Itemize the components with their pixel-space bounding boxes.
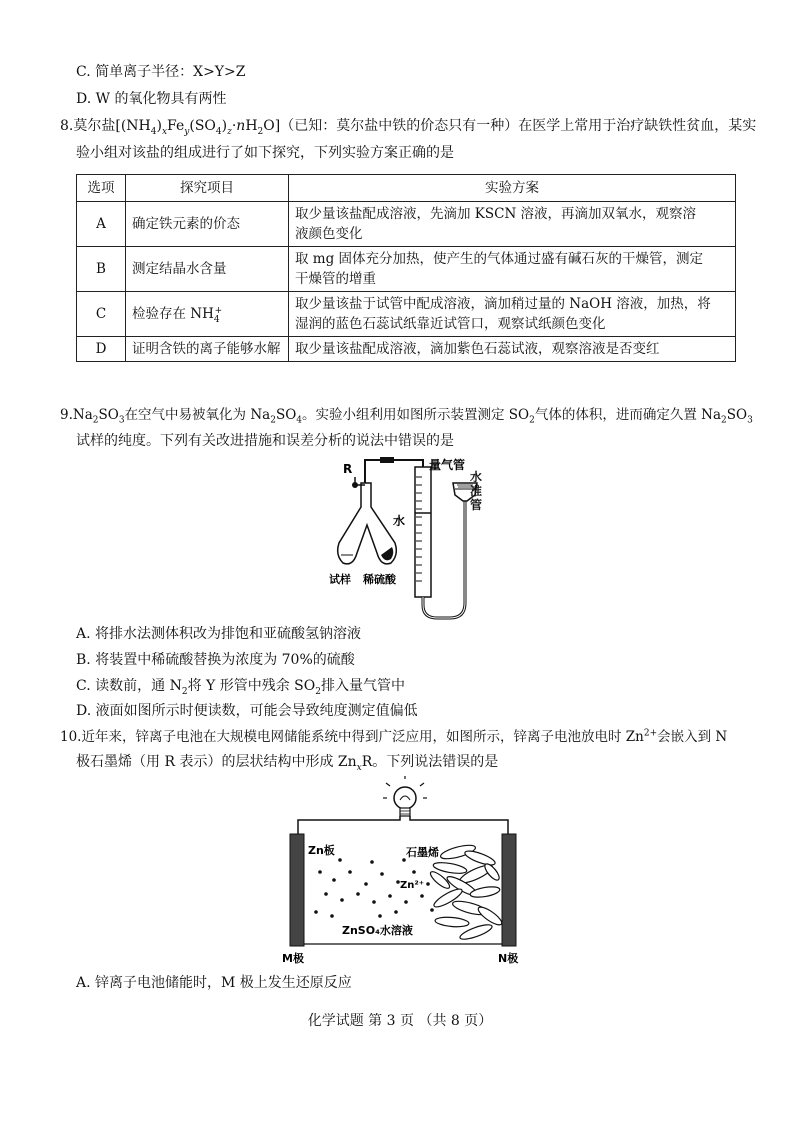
q9-text: 。实验小组利用如图所示装置测定 SO <box>302 407 530 423</box>
table-row <box>77 337 736 362</box>
row-plan <box>289 202 736 247</box>
plan-line: 干燥管的增重 <box>295 271 376 287</box>
q8-stem-rest: ]（已知：莫尔盐中铁的价态只有一种）在医学上常用于治疗缺铁性贫血，某实 <box>274 118 757 134</box>
table-row <box>77 202 736 247</box>
wire-left <box>298 816 400 836</box>
row-option: C <box>77 292 126 337</box>
gas-burette <box>415 467 431 597</box>
row-option: A <box>77 202 126 247</box>
table-row <box>77 292 736 337</box>
row-plan <box>289 337 736 362</box>
label-acid: 稀硫酸 <box>363 573 396 586</box>
plan-line: 取少量该盐配成溶液，先滴加 KSCN 溶液，再滴加双氧水，观察溶 <box>295 206 697 222</box>
row-item: 测定结晶水含量 <box>126 247 289 292</box>
q9-option-c-text: 将 Y 形管中残余 SO <box>187 678 316 694</box>
label-zn-ion: Zn²⁺ <box>400 880 425 891</box>
label-m-electrode: M极 <box>282 952 304 965</box>
q10-text: 近年来，锌离子电池在大规模电网储能系统中得到广泛应用，如图所示，锌离子电池放电时 Zn <box>81 729 644 745</box>
q9-option-a: A. 将排水法测体积改为排饱和亚硫酸氢钠溶液 <box>76 626 362 642</box>
q9-stem-line2: 试样的纯度。下列有关改进措施和误差分析的说法中错误的是 <box>76 433 454 449</box>
header-item: 探究项目 <box>126 175 289 202</box>
row-item: 检验存在 $NH_4^+$ <box>126 292 289 337</box>
label-zn-plate: Zn板 <box>308 844 335 857</box>
q9-option-c-text: C. 读数前，通 N <box>76 678 182 694</box>
plan-line: 湿润的蓝色石蕊试纸靠近试管口，观察试纸颜色变化 <box>295 316 606 332</box>
q8-salt-name: 莫尔盐[(NH <box>73 118 151 134</box>
table-header-row <box>77 175 736 202</box>
q8-stem-line1: 8.莫尔盐$[(NH_4)_xFe_y(SO_4)_z\cdot nH_2O]$（已知：莫尔盐中铁的价态只有一种）在医学上常用于治疗缺铁性贫血，某实 <box>60 118 757 137</box>
n-electrode <box>502 834 516 946</box>
q9-option-b: B. 将装置中稀硫酸替换为浓度为 70%的硫酸 <box>76 652 355 668</box>
q10-battery-figure <box>280 776 530 966</box>
plan-line: 取 mg 固体充分加热，使产生的气体通过盛有碱石灰的干燥管，测定 <box>295 251 704 267</box>
label-water: 水 <box>393 514 406 528</box>
q9-text: SO <box>98 407 119 423</box>
q10-stem-line2: 极石墨烯（用 R 表示）的层状结构中形成 $Zn_xR$。下列说法错误的是 <box>76 754 499 773</box>
plan-line: 液颜色变化 <box>295 226 363 242</box>
page-footer: 化学试题 第 3 页 （共 8 页） <box>307 1013 493 1029</box>
plan-line: 取少量该盐配成溶液，滴加紫色石蕊试液，观察溶液是否变红 <box>295 341 660 357</box>
q9-option-d: D. 液面如图所示时便读数，可能会导致纯度测定值偏低 <box>76 703 418 719</box>
q9-option-c: C. 读数前，通 $N_2$将 Y 形管中残余 $SO_2$排入量气管中 <box>76 678 405 697</box>
label-r: R <box>343 462 353 476</box>
row-item-text: 检验存在 NH <box>132 306 214 322</box>
q8-options-table <box>76 174 736 362</box>
q10-number: 10. <box>60 729 82 745</box>
q9-option-c-text: 排入量气管中 <box>320 678 405 694</box>
q9-text: Na <box>72 407 93 423</box>
header-plan: 实验方案 <box>289 175 736 202</box>
label-gas-tube: 量气管 <box>429 458 466 472</box>
q10-option-a: A. 锌离子电池储能时，M 极上发生还原反应 <box>76 975 352 991</box>
header-option: 选项 <box>77 175 126 202</box>
q9-stem-line1: $9.Na_2SO_3$在空气中易被氧化为 $Na_2SO_4$。实验小组利用如图所示装置测定 $SO_2$气体的体积，进而确定久置 $Na_2SO_3$ <box>60 407 753 426</box>
q8-number: 8. <box>60 118 74 134</box>
label-level-tube: 水准管 <box>470 470 483 512</box>
label-n-electrode: N极 <box>498 952 519 965</box>
acid-liquid <box>381 547 393 560</box>
graphene-layers <box>428 843 504 943</box>
q9-text: SO <box>726 407 748 423</box>
row-option: B <box>77 247 126 292</box>
q10-text: 会嵌入到 N <box>657 729 728 745</box>
stopcock-knob <box>352 482 358 488</box>
wire-right <box>410 816 508 836</box>
m-electrode <box>290 834 304 946</box>
q9-text: SO <box>275 407 297 423</box>
row-option: D <box>77 337 126 362</box>
table-row <box>77 247 736 292</box>
q10-stem-line1: 10.近年来，锌离子电池在大规模电网储能系统中得到广泛应用，如图所示，锌离子电池放电时 $Zn^{2+}$会嵌入到 N <box>60 728 728 745</box>
tube-clamp <box>380 457 394 463</box>
q10-text: R。下列说法错误的是 <box>361 754 499 770</box>
q9-text: 气体的体积，进而确定久置 Na <box>534 407 722 423</box>
q10-text: 极石墨烯（用 R 表示）的层状结构中形成 Zn <box>76 754 357 770</box>
label-solution: ZnSO₄水溶液 <box>342 924 413 937</box>
light-bulb-icon <box>383 776 427 816</box>
row-plan <box>289 292 736 337</box>
plan-line: 取少量该盐于试管中配成溶液，滴加稍过量的 NaOH 溶液，加热，将 <box>295 296 711 312</box>
row-item: 证明含铁的离子能够水解 <box>126 337 289 362</box>
label-graphene: 石墨烯 <box>406 846 439 859</box>
row-plan <box>289 247 736 292</box>
q8-stem-line2: 验小组对该盐的组成进行了如下探究，下列实验方案正确的是 <box>76 145 454 161</box>
q7-option-d: D. W 的氧化物具有两性 <box>76 91 227 107</box>
q9-number: 9. <box>60 407 73 423</box>
label-sample: 试样 <box>329 573 351 586</box>
row-item: 确定铁元素的价态 <box>126 202 289 247</box>
q7-option-c: C. 简单离子半径：X>Y>Z <box>76 64 246 80</box>
q9-text: 在空气中易被氧化为 Na <box>124 407 271 423</box>
